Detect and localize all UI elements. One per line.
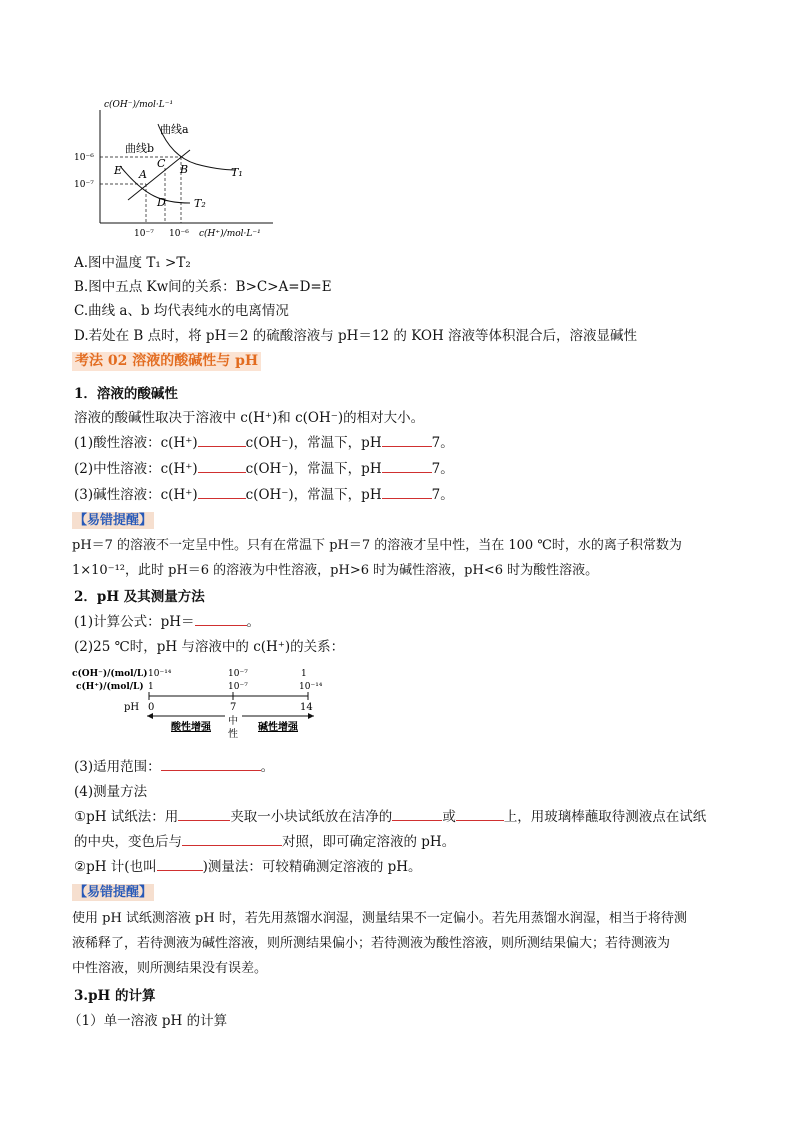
option-d: D.若处在 B 点时，将 pH＝2 的硫酸溶液与 pH＝12 的 KOH 溶液等体积混合后，溶液显碱性: [74, 328, 638, 344]
acid-increase-label: 酸性增强: [171, 722, 211, 733]
neutral-line-text: [74, 460, 454, 478]
base-label: (3)碱性溶液：c(H⁺): [74, 487, 198, 503]
ph-val-1: 7: [230, 702, 237, 713]
oh-val-1: 10⁻⁷: [228, 669, 248, 679]
tip2-text: [72, 906, 727, 981]
paper-line-2: [74, 833, 455, 851]
x-axis-label: c(H⁺)/mol·L⁻¹: [199, 229, 261, 239]
formula-blank[interactable]: [195, 613, 247, 626]
t1-label: T₁: [231, 166, 243, 179]
s3-heading: 3.pH 的计算: [74, 988, 156, 1004]
tip2-line3: 中性溶液，则所测结果没有误差。: [72, 961, 268, 976]
paper-blank-3[interactable]: [456, 808, 504, 821]
paper-blank-1[interactable]: [178, 808, 230, 821]
paper-blank-4[interactable]: [182, 833, 282, 846]
s3-sub: （1）单一溶液 pH 的计算: [68, 1013, 228, 1029]
acid-mid: c(OH⁻)，常温下，pH: [245, 435, 382, 451]
tip-label-1: 【易错提醒】: [74, 513, 153, 528]
paper-a: ①pH 试纸法：用: [74, 809, 179, 825]
tip1-line2: 1×10⁻¹²，此时 pH＝6 的溶液为中性溶液，pH>6 时为碱性溶液，pH<6 时为酸性溶液。: [72, 563, 599, 578]
oh-val-2: 1: [301, 669, 307, 679]
curve-b-label: 曲线b: [125, 142, 155, 155]
h-val-1: 10⁻⁷: [228, 682, 248, 692]
acid-end: 7。: [431, 435, 454, 451]
ph-val-2: 14: [300, 702, 313, 713]
scale-h-label: c(H⁺)/(mol/L): [76, 682, 144, 692]
range-blank[interactable]: [161, 758, 261, 771]
paper-d: 上，用玻璃棒蘸取待测液点在试纸: [503, 809, 707, 825]
y-tick-2: 10⁻⁷: [74, 180, 94, 190]
neutral-label-1: 中: [228, 716, 238, 727]
point-c: C: [157, 157, 166, 170]
point-a: A: [139, 168, 147, 181]
meter-line: [74, 858, 422, 876]
meter-a: ②pH 计(也叫: [74, 859, 157, 875]
base-blank-1[interactable]: [198, 486, 246, 499]
x-tick-2: 10⁻⁶: [169, 229, 189, 239]
formula-line: [74, 613, 260, 631]
tip1-line1: pH＝7 的溶液不一定呈中性。只有在常温下 pH＝7 的溶液才呈中性，当在 100 ℃时，水的离子积常数为: [72, 538, 682, 553]
s1-heading: 1．溶液的酸碱性: [74, 386, 178, 402]
range-line: [74, 758, 274, 776]
kw-curve-graph: [68, 96, 298, 244]
oh-val-0: 10⁻¹⁴: [148, 669, 172, 679]
point-b: B: [180, 163, 189, 176]
tip2-line2: 液稀释了，若待测液为碱性溶液，则所测结果偏小；若待测液为酸性溶液，则所测结果偏大；若待测液为: [72, 936, 671, 951]
paper-b: 夹取一小块试纸放在洁净的: [230, 809, 393, 825]
acid-line: [74, 434, 454, 452]
tip1-text: [72, 533, 727, 583]
paper-blank-2[interactable]: [392, 808, 442, 821]
acid-label: (1)酸性溶液：c(H⁺): [74, 435, 198, 451]
option-c: C.曲线 a、b 均代表纯水的电离情况: [74, 303, 289, 319]
range-end: 。: [260, 759, 275, 775]
formula-end: 。: [246, 614, 261, 630]
formula-label: (1)计算公式：pH＝: [74, 614, 195, 630]
neutral-blank-1[interactable]: [198, 460, 246, 473]
point-d: D: [157, 196, 166, 209]
method-line: (4)测量方法: [74, 784, 148, 800]
s2-heading: 2．pH 及其测量方法: [74, 589, 205, 605]
h-val-2: 10⁻¹⁴: [299, 682, 323, 692]
tip2-line1: 使用 pH 试纸测溶液 pH 时，若先用蒸馏水润湿，测量结果不一定偏小。若先用蒸馏水润湿，相当于将待测: [72, 911, 687, 926]
scale-oh-label: c(OH⁻)/(mol/L): [72, 669, 148, 679]
neutral-blank-2[interactable]: [382, 460, 432, 473]
paper-line-1: [74, 808, 706, 826]
base-end: 7。: [431, 487, 454, 503]
paper2-a: 的中央，变色后与: [74, 834, 182, 850]
tip-label-2: 【易错提醒】: [74, 885, 153, 900]
point-e: E: [114, 164, 123, 177]
option-a: A.图中温度 T₁ >T₂: [74, 255, 191, 271]
acid-blank-1[interactable]: [198, 434, 246, 447]
relation-line: (2)25 ℃时，pH 与溶液中的 c(H⁺)的关系：: [74, 639, 345, 655]
y-tick-1: 10⁻⁶: [74, 153, 94, 163]
base-line: [74, 486, 454, 504]
base-blank-2[interactable]: [382, 486, 432, 499]
ph-scale-diagram: [68, 664, 328, 746]
h-val-0: 1: [148, 682, 154, 692]
meter-blank[interactable]: [157, 858, 203, 871]
neutral-label: (2)中性溶液：c(H⁺): [74, 461, 198, 477]
curve-a-label: 曲线a: [160, 123, 189, 136]
section-title: 考法 02 溶液的酸碱性与 pH: [72, 352, 261, 371]
option-b: B.图中五点 Kw间的关系：B>C>A=D=E: [74, 279, 332, 295]
y-axis-label: c(OH⁻)/mol·L⁻¹: [104, 100, 174, 110]
s1-intro: 溶液的酸碱性取决于溶液中 c(H⁺)和 c(OH⁻)的相对大小。: [74, 410, 425, 426]
ph-val-0: 0: [148, 702, 155, 713]
scale-ph-label: pH: [124, 702, 140, 713]
neutral-label-2: 性: [228, 729, 238, 740]
range-label: (3)适用范围：: [74, 759, 161, 775]
acid-blank-2[interactable]: [382, 434, 432, 447]
neutral-mid: c(OH⁻)，常温下，pH: [245, 461, 382, 477]
neutral-end: 7。: [431, 461, 454, 477]
paper2-b: 对照，即可确定溶液的 pH。: [282, 834, 456, 850]
paper-c: 或: [442, 809, 456, 825]
base-mid: c(OH⁻)，常温下，pH: [245, 487, 382, 503]
base-increase-label: 碱性增强: [258, 722, 298, 733]
meter-b: )测量法：可较精确测定溶液的 pH。: [202, 859, 422, 875]
t2-label: T₂: [194, 197, 206, 210]
x-tick-1: 10⁻⁷: [134, 229, 154, 239]
